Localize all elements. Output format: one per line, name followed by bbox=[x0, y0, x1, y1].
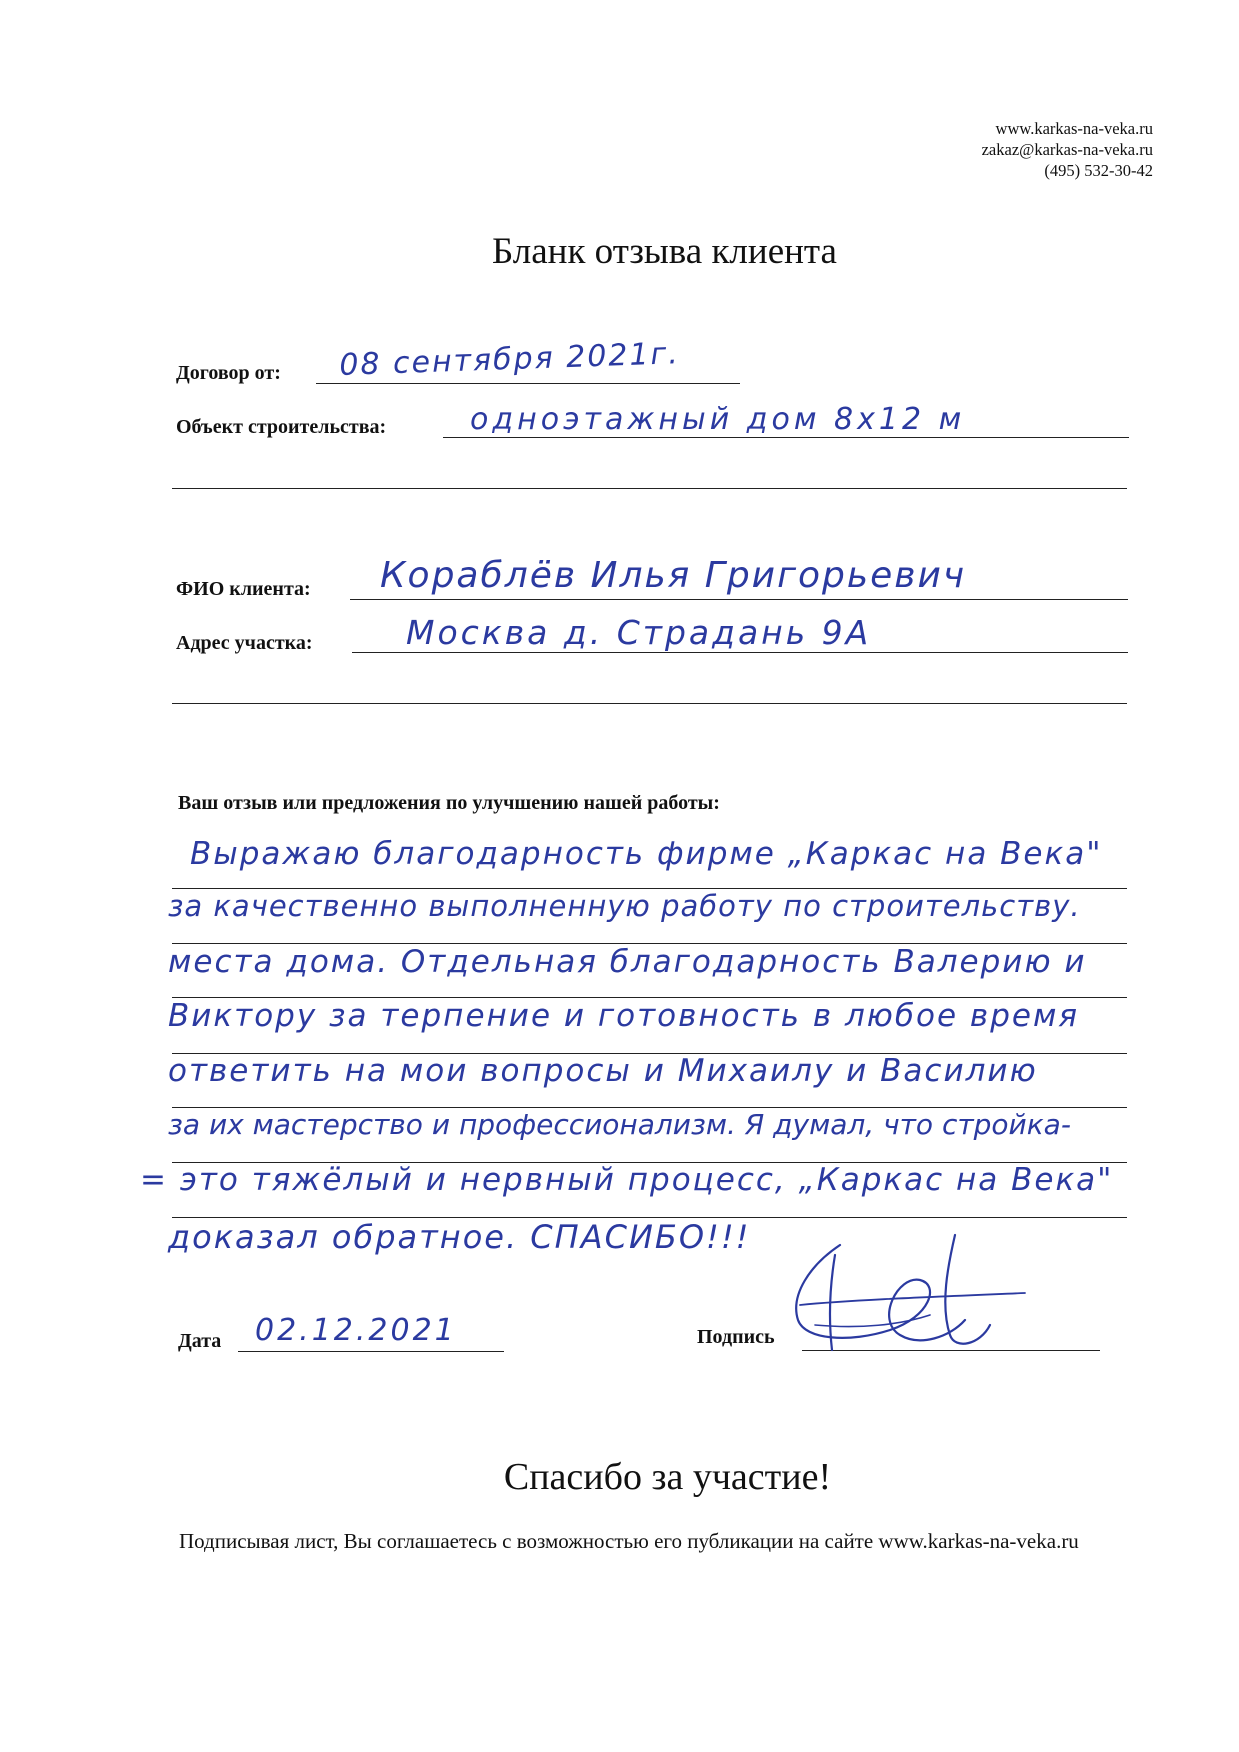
contact-block bbox=[982, 118, 1153, 181]
feedback-label: Ваш отзыв или предложения по улучшению нашей работы: bbox=[178, 792, 720, 814]
email-link[interactable]: zakaz@karkas-na-veka.ru bbox=[981, 140, 1153, 159]
feedback-text-line[interactable]: = это тяжёлый и нервный процесс, „Каркас на Века" bbox=[140, 1162, 1114, 1198]
address-value[interactable]: Москва д. Страдань 9А bbox=[406, 613, 872, 652]
contract-value[interactable]: 08 сентября 2021г. bbox=[338, 336, 681, 383]
closing-heading: Спасибо за участие! bbox=[503, 1456, 832, 1498]
website-link[interactable]: www.karkas-na-veka.ru bbox=[995, 119, 1153, 138]
object-label: Объект строительства: bbox=[176, 416, 387, 438]
client-value[interactable]: Кораблёв Илья Григорьевич bbox=[380, 555, 967, 596]
form-title: Бланк отзыва клиента bbox=[492, 231, 837, 272]
date-line bbox=[238, 1351, 504, 1352]
object-line bbox=[443, 437, 1129, 438]
feedback-text-line[interactable]: места дома. Отдельная благодарность Валерию и bbox=[168, 944, 1087, 980]
client-label: ФИО клиента: bbox=[176, 578, 311, 600]
date-label: Дата bbox=[178, 1330, 222, 1352]
feedback-text-line[interactable]: за их мастерство и профессионализм. Я думал, что стройка- bbox=[168, 1108, 1071, 1141]
address-line-2 bbox=[172, 703, 1127, 704]
handwritten-signature bbox=[780, 1225, 1050, 1365]
consent-note: Подписывая лист, Вы соглашаетесь с возможностью его публикации на сайте www.karkas-na-veka.ru bbox=[179, 1529, 1079, 1553]
client-line bbox=[350, 599, 1128, 600]
address-line bbox=[352, 652, 1128, 653]
address-label: Адрес участка: bbox=[176, 632, 313, 654]
phone-number: (495) 532-30-42 bbox=[1044, 161, 1153, 180]
feedback-text-line[interactable]: Виктору за терпение и готовность в любое время bbox=[168, 998, 1079, 1034]
feedback-text-line[interactable]: Выражаю благодарность фирме „Каркас на Века" bbox=[190, 836, 1103, 872]
object-line-2 bbox=[172, 488, 1127, 489]
contract-label: Договор от: bbox=[176, 362, 281, 384]
date-value[interactable]: 02.12.2021 bbox=[255, 1313, 457, 1348]
signature-label: Подпись bbox=[697, 1326, 775, 1348]
feedback-text-line[interactable]: доказал обратное. СПАСИБО!!! bbox=[168, 1218, 751, 1256]
contract-line bbox=[316, 383, 740, 384]
feedback-text-line[interactable]: за качественно выполненную работу по строительству. bbox=[168, 889, 1081, 923]
feedback-text-line[interactable]: ответить на мои вопросы и Михаилу и Василию bbox=[168, 1053, 1038, 1089]
object-value[interactable]: одноэтажный дом 8х12 м bbox=[470, 402, 966, 437]
